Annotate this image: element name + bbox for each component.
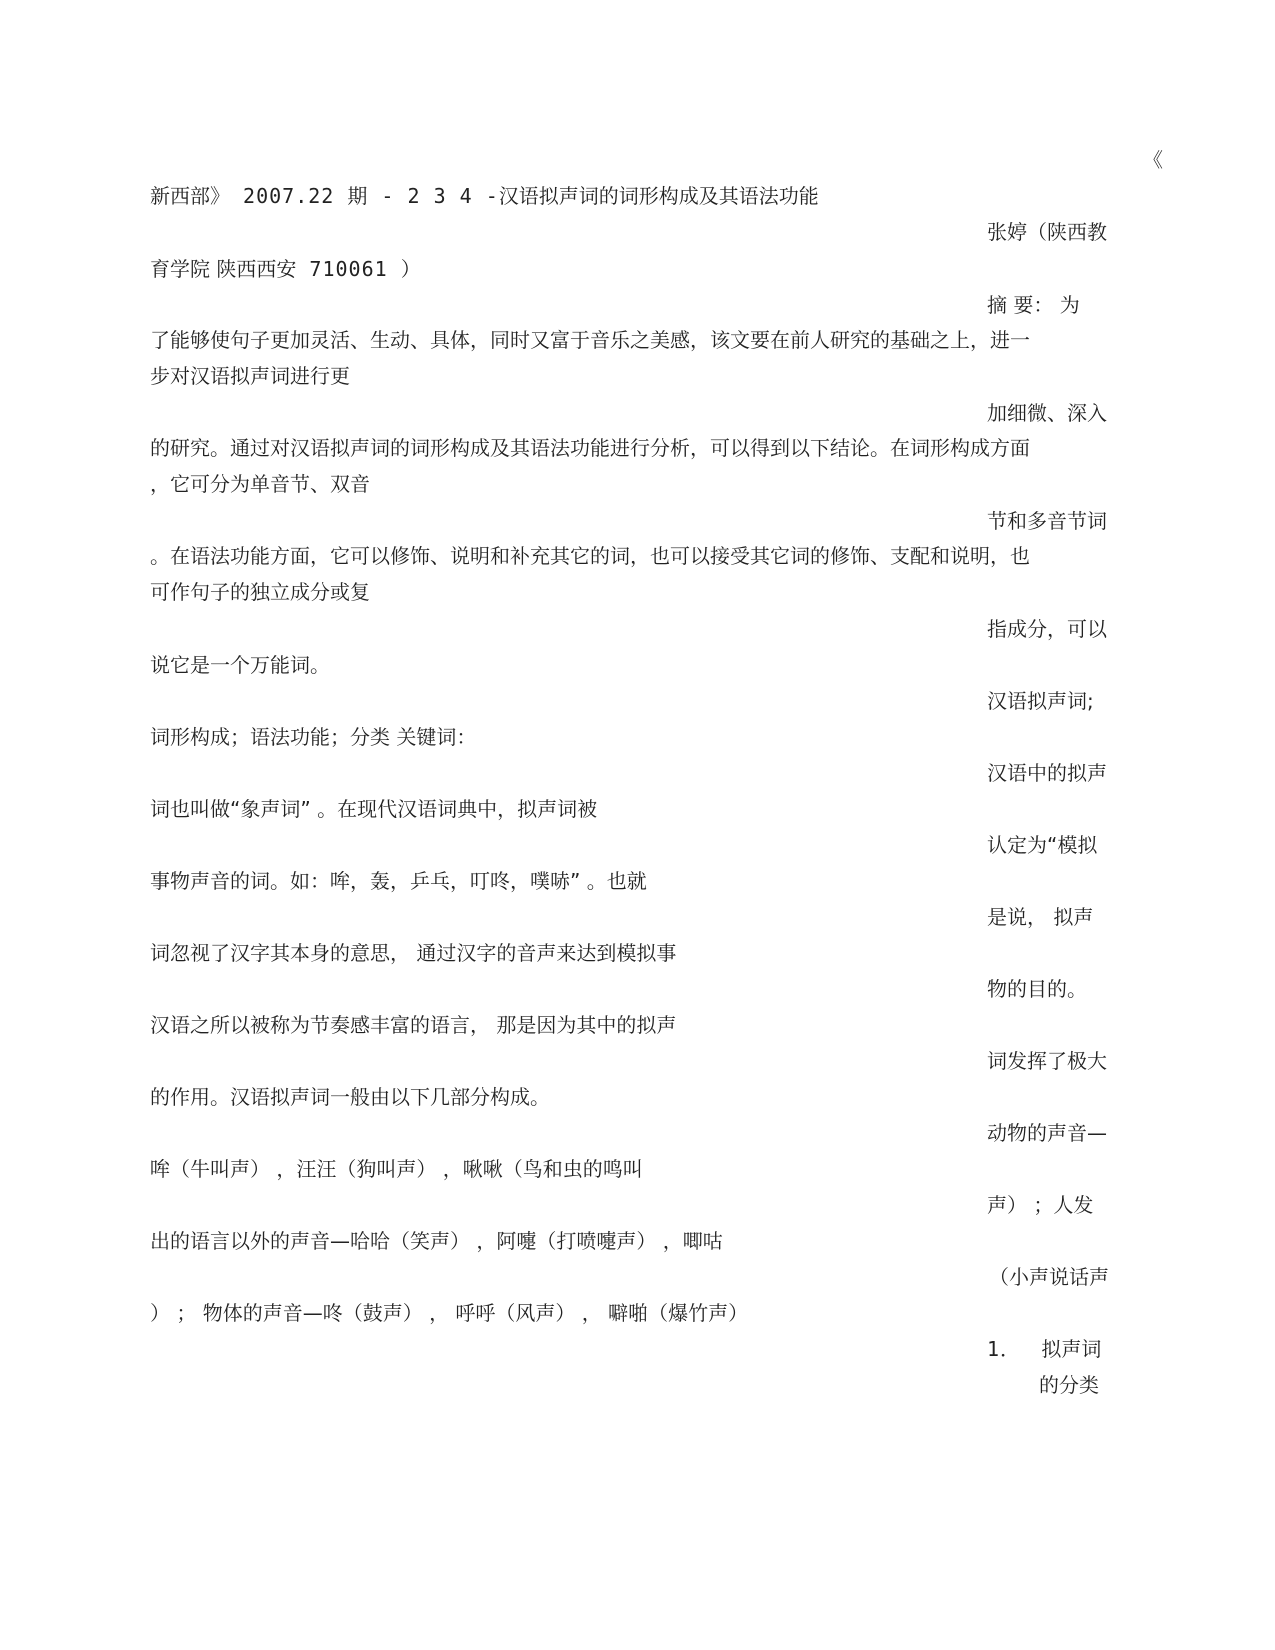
body-line: 认定为“模拟 [987, 833, 1098, 857]
abstract-line: 步对汉语拟声词进行更 [150, 364, 350, 388]
abstract-line: 指成分，可以 [987, 617, 1107, 641]
abstract-line: 了能够使句子更加灵活、生动、具体，同时又富于音乐之美感，该文要在前人研究的基础之上，进一 [150, 328, 1030, 352]
body-line: 词发挥了极大 [987, 1049, 1107, 1073]
section-title-cont: 的分类 [1039, 1373, 1099, 1397]
abstract-line: 的研究。通过对汉语拟声词的词形构成及其语法功能进行分析，可以得到以下结论。在词形构成方面 [150, 436, 1030, 460]
body-line: 汉语之所以被称为节奏感丰富的语言， 那是因为其中的拟声 [150, 1013, 677, 1037]
abstract-line: 可作句子的独立成分或复 [150, 580, 370, 604]
section-number: 1． [987, 1337, 1022, 1361]
author-line: 张婷（陕西教 [987, 220, 1107, 244]
body-line: 哞（牛叫声） ，汪汪（狗叫声） ，啾啾（鸟和虫的鸣叫 [150, 1157, 643, 1181]
postal-code: 710061 ） [296, 257, 422, 281]
body-line: 出的语言以外的声音—哈哈（笑声） ，阿嚏（打喷嚏声） ，唧咕 [150, 1229, 723, 1253]
section-heading [987, 1337, 1101, 1361]
body-line: ） ； 物体的声音—咚（鼓声） ， 呼呼（风声） ， 噼啪（爆竹声） [150, 1301, 749, 1325]
abstract-line: ，它可分为单音节、双音 [150, 472, 370, 496]
body-line: 词也叫做“象声词” 。在现代汉语词典中，拟声词被 [150, 797, 598, 821]
body-line: 汉语中的拟声 [987, 761, 1107, 785]
journal-name: 新西部》 [150, 184, 230, 208]
journal-line [150, 184, 819, 208]
open-quote: 《 [1143, 148, 1163, 172]
abstract-label: 摘 要： 为 [987, 293, 1080, 317]
body-line: 动物的声音— [987, 1121, 1107, 1145]
body-line: 事物声音的词。如：哞，轰，乒乓，叮咚，噗哧” 。也就 [150, 869, 647, 893]
abstract-line: 加细微、深入 [987, 401, 1107, 425]
article-title: 汉语拟声词的词形构成及其语法功能 [498, 184, 819, 208]
body-line: （小声说话声 [989, 1265, 1109, 1289]
abstract-line: 节和多音节词 [987, 509, 1107, 533]
body-line: 声） ；人发 [987, 1193, 1094, 1217]
abstract-line: 。在语法功能方面，它可以修饰、说明和补充其它的词，也可以接受其它词的修饰、支配和说明，也 [150, 544, 1030, 568]
body-line: 物的目的。 [987, 977, 1087, 1001]
body-line: 的作用。汉语拟声词一般由以下几部分构成。 [150, 1085, 550, 1109]
issue-info: 2007.22 期 - 2 3 4 - [230, 184, 499, 208]
keywords-line: 汉语拟声词; [987, 689, 1094, 713]
keywords-line: 词形构成；语法功能；分类 关键词： [150, 725, 477, 749]
body-line: 词忽视了汉字其本身的意思， 通过汉字的音声来达到模拟事 [150, 941, 677, 965]
affiliation-line [150, 257, 422, 281]
body-line: 是说， 拟声 [987, 905, 1094, 929]
abstract-line: 说它是一个万能词。 [150, 653, 330, 677]
affiliation-text: 育学院 陕西西安 [150, 257, 297, 281]
section-title: 拟声词 [1041, 1337, 1102, 1361]
